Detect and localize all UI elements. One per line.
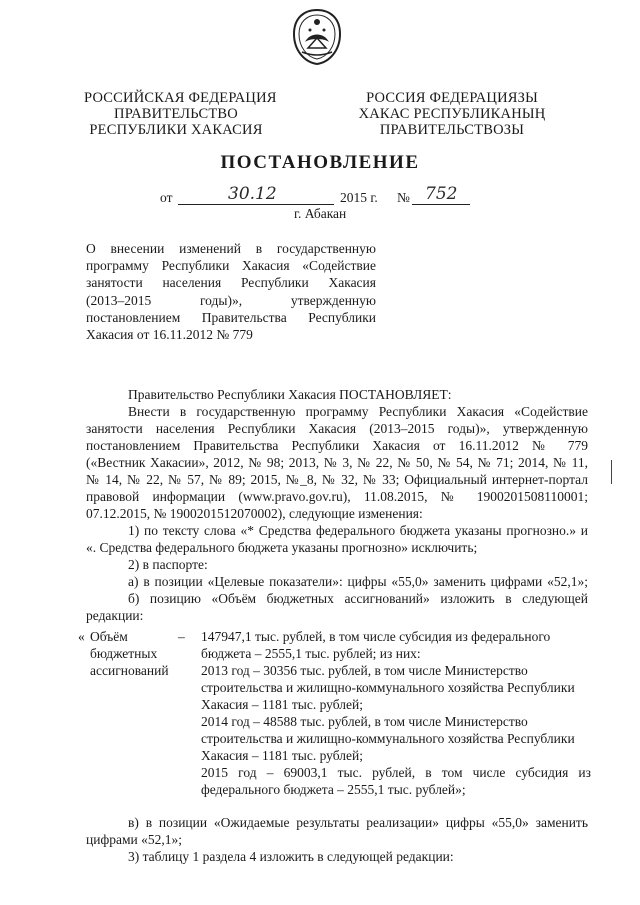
table-value-line: строительства и жилищно-коммунального хозяйства Республики	[201, 680, 575, 695]
paragraph-line: цифрами «52,1»;	[86, 832, 182, 847]
header-right-line: ХАКАС РЕСПУБЛИКАНЫҢ	[358, 106, 546, 122]
number-handwritten: 752	[425, 184, 458, 204]
paragraph-line: в) в позиции «Ожидаемые результаты реализации» цифры «55,0» заменить	[128, 815, 588, 830]
paragraph-line: б) позицию «Объём бюджетных ассигнований» изложить в следующей	[128, 591, 588, 606]
header-right-line: РОССИЯ ФЕДЕРАЦИЯЗЫ	[366, 90, 538, 106]
subject-line: Хакасия от 16.11.2012 № 779	[86, 327, 253, 343]
table-value-line: 147947,1 тыс. рублей, в том числе субсидия из федерального	[201, 629, 551, 644]
paragraph-line: а) в позиции «Целевые показатели»: цифры «55,0» заменить цифрами «52,1»;	[128, 574, 588, 589]
paragraph-line: 3) таблицу 1 раздела 4 изложить в следующей редакции:	[128, 849, 454, 864]
paragraph-line: 1) по тексту слова «* Средства федерального бюджета указаны прогнозно.» и	[128, 523, 588, 538]
header-right-line: ПРАВИТЕЛЬСТВОЗЫ	[379, 122, 525, 138]
date-from-label: от	[160, 190, 173, 205]
table-value-line: Хакасия – 1181 тыс. рублей;	[201, 748, 363, 763]
paragraph-line: постановлением Правительства Республики Хакасия от 16.11.2012 № 779	[86, 438, 588, 453]
table-label-line: бюджетных	[90, 646, 158, 661]
header-left-line: РЕСПУБЛИКИ ХАКАСИЯ	[89, 122, 263, 138]
document-title: ПОСТАНОВЛЕНИЕ	[220, 152, 420, 173]
paragraph-line: Внести в государственную программу Республики Хакасия «Содействие	[128, 404, 588, 419]
paragraph-line: Правительство Республики Хакасия ПОСТАНОВЛЯЕТ:	[128, 387, 452, 402]
table-dash: –	[178, 629, 185, 644]
paragraph-line: «. Средства федерального бюджета указаны прогнозно» исключить;	[86, 540, 478, 555]
paragraph-line: («Вестник Хакасии», 2012, № 98; 2013, № 3, № 22, № 50, № 54, № 71; 2014, № 11,	[86, 455, 588, 470]
paragraph-line: правовой информации (www.pravo.gov.ru), 11.08.2015, № 1900201508110001;	[86, 489, 588, 504]
subject-line: постановлением Правительства Республики	[86, 309, 376, 325]
table-value-line: 2013 год – 30356 тыс. рублей, в том числе Министерство	[201, 663, 528, 678]
paragraph-line: 07.12.2015, № 1900201512070002), следующие изменения:	[86, 506, 423, 521]
table-value-line: Хакасия – 1181 тыс. рублей;	[201, 697, 363, 712]
number-label: №	[397, 190, 410, 205]
table-label-line: Объём	[90, 629, 128, 644]
year-label: 2015 г.	[340, 190, 378, 205]
table-value-line: строительства и жилищно-коммунального хозяйства Республики	[201, 731, 575, 746]
table-value-line: 2014 год – 48588 тыс. рублей, в том числе Министерство	[201, 714, 528, 729]
paragraph-line: 2) в паспорте:	[128, 557, 208, 572]
city-label: г. Абакан	[294, 206, 347, 221]
date-handwritten: 30.12	[228, 184, 277, 204]
table-value-line: федерального бюджета – 2555,1 тыс. рублей»;	[201, 782, 466, 797]
header-left-line: ПРАВИТЕЛЬСТВО	[114, 106, 238, 122]
subject-line: (2013–2015 годы)», утвержденную	[86, 292, 376, 308]
table-label-line: ассигнований	[90, 663, 169, 678]
margin-mark	[611, 460, 612, 484]
header-left-line: РОССИЙСКАЯ ФЕДЕРАЦИЯ	[84, 90, 277, 106]
subject-line: О внесении изменений в государственную	[86, 241, 376, 256]
table-open-quote: «	[78, 629, 85, 644]
paragraph-line: № 14, № 22, № 57, № 89; 2015, №_8, № 32, № 33; Официальный интернет-портал	[86, 472, 588, 487]
table-value-line: бюджета – 2555,1 тыс. рублей; из них:	[201, 646, 421, 661]
paragraph-line: редакции:	[86, 608, 144, 623]
subject-line: программу Республики Хакасия «Содействие	[86, 258, 376, 274]
paragraph-line: занятости населения Республики Хакасия (2013–2015 годы)», утвержденную	[86, 421, 588, 436]
table-value-line: 2015 год – 69003,1 тыс. рублей, в том числе субсидия из	[201, 765, 591, 780]
subject-line: занятости населения Республики Хакасия	[86, 275, 376, 291]
